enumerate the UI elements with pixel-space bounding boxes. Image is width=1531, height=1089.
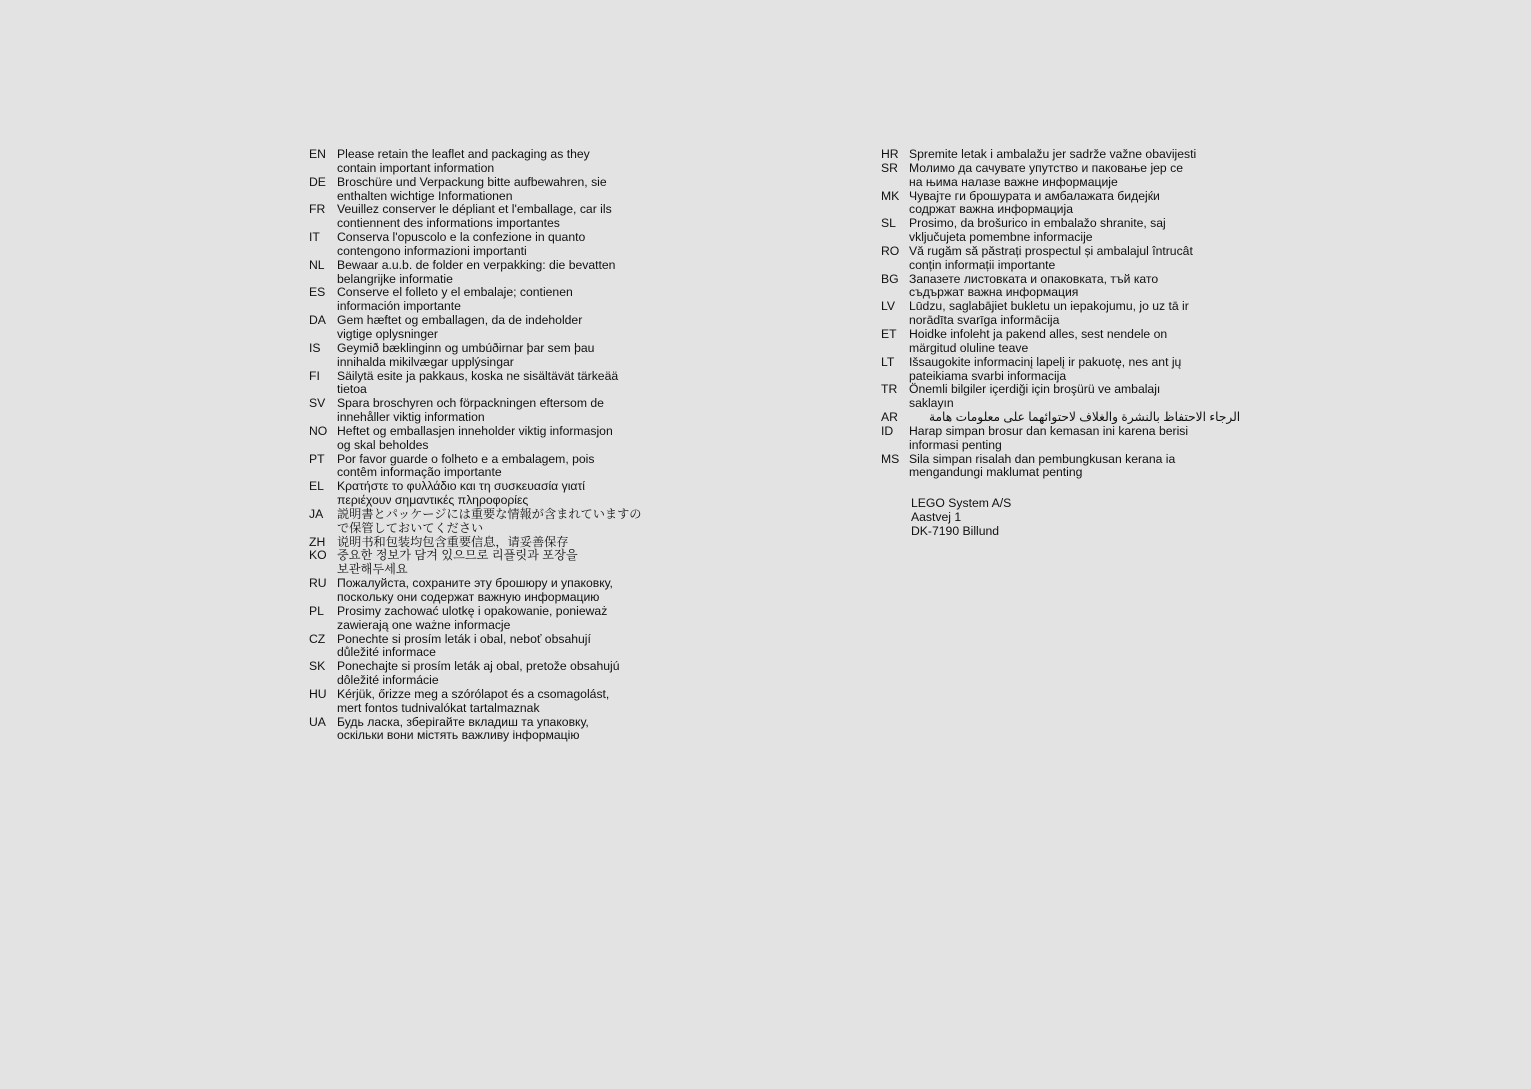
text-line: Broschüre und Verpackung bitte aufbewahren, sie bbox=[337, 174, 607, 189]
text-line: содржат важна информација bbox=[909, 202, 1073, 217]
language-text bbox=[337, 716, 669, 744]
postal-city: DK-7190 Billund bbox=[911, 523, 1000, 538]
language-code: NO bbox=[309, 423, 328, 438]
language-entry-fi bbox=[309, 370, 669, 398]
language-text bbox=[337, 633, 669, 661]
text-line: vključujeta pomembne informacije bbox=[909, 230, 1093, 245]
language-code: BG bbox=[881, 271, 899, 286]
text-line: 说明书和包装均包含重要信息，请妥善保存 bbox=[337, 534, 569, 549]
text-line: περιέχουν σημαντικές πληροφορίες bbox=[337, 493, 529, 508]
language-code: FR bbox=[309, 202, 326, 217]
text-line: contain important information bbox=[337, 160, 495, 175]
text-line: Geymið bæklinginn og umbúðirnar þar sem þau bbox=[337, 340, 595, 355]
language-code: LV bbox=[881, 299, 896, 314]
language-text bbox=[337, 508, 669, 536]
language-entry-is bbox=[309, 342, 669, 370]
language-code: NL bbox=[309, 257, 325, 272]
language-text bbox=[337, 370, 669, 398]
text-line: og skal beholdes bbox=[337, 437, 429, 452]
language-code: UA bbox=[309, 714, 326, 729]
language-entry-ru bbox=[309, 577, 669, 605]
text-line: Please retain the leaflet and packaging as they bbox=[337, 147, 590, 161]
text-line: vigtige oplysninger bbox=[337, 326, 438, 341]
language-entry-ja bbox=[309, 508, 669, 536]
language-code: EN bbox=[309, 147, 326, 161]
language-text bbox=[337, 549, 669, 577]
company-name: LEGO System A/S bbox=[911, 496, 1012, 510]
language-code: SK bbox=[309, 659, 326, 674]
text-line: contengono informazioni importanti bbox=[337, 243, 527, 258]
language-code: MS bbox=[881, 451, 900, 466]
text-line: mengandungi maklumat penting bbox=[909, 465, 1083, 480]
text-line: Hoidke infoleht ja pakend alles, sest nendele on bbox=[909, 326, 1168, 341]
text-line: Spara broschyren och förpackningen eftersom de bbox=[337, 396, 604, 411]
text-line: belangrijke informatie bbox=[337, 271, 453, 286]
language-text bbox=[337, 148, 669, 176]
language-code: PL bbox=[309, 603, 324, 618]
language-text bbox=[337, 660, 669, 688]
language-text bbox=[337, 425, 669, 453]
text-line: innihalda mikilvægar upplýsingar bbox=[337, 354, 514, 369]
language-entry-sl bbox=[881, 217, 1241, 245]
language-text bbox=[337, 176, 669, 204]
language-entry-ms bbox=[881, 453, 1241, 481]
text-line: zawierają one ważne informacje bbox=[337, 617, 511, 632]
language-entry-sk bbox=[309, 660, 669, 688]
text-line: Prosimy zachować ulotkę i opakowanie, ponieważ bbox=[337, 603, 608, 618]
text-line: Harap simpan brosur dan kemasan ini karena berisi bbox=[909, 423, 1189, 438]
text-line: поскольку они содержат важную информацию bbox=[337, 590, 600, 604]
language-entry-hu bbox=[309, 688, 669, 716]
language-entry-lv bbox=[881, 300, 1241, 328]
text-line: Conserva l'opuscolo e la confezione in quanto bbox=[337, 230, 586, 245]
company-address bbox=[911, 497, 1011, 539]
right-language-column bbox=[881, 148, 1241, 480]
language-code: IS bbox=[309, 340, 321, 355]
text-line: Lūdzu, saglabājiet bukletu un iepakojumu, jo uz tā ir bbox=[909, 299, 1189, 314]
text-line: Gem hæftet og emballagen, da de indeholder bbox=[337, 313, 583, 328]
text-line: Spremite letak i ambalažu jer sadrže važne obavijesti bbox=[909, 147, 1197, 161]
language-text bbox=[909, 162, 1241, 190]
language-text bbox=[909, 383, 1241, 411]
language-text bbox=[909, 453, 1241, 481]
language-entry-it bbox=[309, 231, 669, 259]
language-text bbox=[909, 217, 1241, 245]
text-line: оскільки вони містять важливу інформацію bbox=[337, 728, 580, 743]
text-line: Önemli bilgiler içerdiği için broşürü ve ambalajı bbox=[909, 382, 1161, 397]
language-entry-sv bbox=[309, 397, 669, 425]
language-entry-da bbox=[309, 314, 669, 342]
language-code: TR bbox=[881, 382, 898, 397]
text-line: 보관해두세요 bbox=[337, 562, 408, 577]
text-line: norādīta svarīga informācija bbox=[909, 313, 1060, 328]
language-entry-bg bbox=[881, 273, 1241, 301]
text-line: Bewaar a.u.b. de folder en verpakking: die bevatten bbox=[337, 257, 616, 272]
language-code: HU bbox=[309, 686, 327, 701]
language-code: RO bbox=[881, 243, 900, 258]
language-code: SV bbox=[309, 396, 326, 411]
text-line: Κρατήστε το φυλλάδιο και τη συσκευασία γιατί bbox=[337, 479, 585, 494]
language-entry-ko bbox=[309, 549, 669, 577]
text-line: Prosimo, da brošurico in embalažo shranite, saj bbox=[909, 216, 1166, 231]
language-entry-fr bbox=[309, 203, 669, 231]
text-line: Запазете листовката и опаковката, тъй като bbox=[909, 271, 1159, 286]
language-text bbox=[337, 605, 669, 633]
text-line: tietoa bbox=[337, 382, 367, 397]
text-line: dôležité informácie bbox=[337, 673, 439, 688]
language-code: EL bbox=[309, 479, 324, 494]
language-entry-tr bbox=[881, 383, 1241, 411]
language-code: RU bbox=[309, 576, 327, 591]
language-code: ZH bbox=[309, 534, 326, 549]
language-code: AR bbox=[881, 410, 898, 425]
language-code: SL bbox=[881, 216, 896, 231]
text-line: 説明書とパッケージには重要な情報が含まれていますの bbox=[337, 506, 642, 521]
text-line: на њима налазе важне информације bbox=[909, 174, 1118, 189]
language-code: SR bbox=[881, 160, 898, 175]
text-line: で保管しておいてください bbox=[337, 520, 484, 535]
language-text bbox=[909, 328, 1241, 356]
text-line: důležité informace bbox=[337, 645, 436, 660]
text-line: saklayın bbox=[909, 396, 954, 411]
language-entry-pl bbox=[309, 605, 669, 633]
text-line: innehåller viktig information bbox=[337, 410, 485, 425]
text-line: Conserve el folleto y el embalaje; contienen bbox=[337, 285, 573, 300]
text-line: Heftet og emballasjen inneholder viktig informasjon bbox=[337, 423, 613, 438]
language-entry-hr bbox=[881, 148, 1241, 162]
language-text bbox=[337, 259, 669, 287]
language-text bbox=[337, 397, 669, 425]
language-entry-el bbox=[309, 480, 669, 508]
text-line: 중요한 정보가 담겨 있으므로 리플릿과 포장을 bbox=[337, 548, 578, 563]
language-code: FI bbox=[309, 368, 320, 383]
language-text bbox=[337, 453, 669, 481]
language-entry-pt bbox=[309, 453, 669, 481]
language-text bbox=[909, 425, 1241, 453]
language-entry-sr bbox=[881, 162, 1241, 190]
language-code: ET bbox=[881, 326, 897, 341]
text-line: Ponechte si prosím leták i obal, neboť obsahují bbox=[337, 631, 591, 646]
language-code: ID bbox=[881, 423, 894, 438]
language-text bbox=[337, 286, 669, 314]
language-code: JA bbox=[309, 506, 324, 521]
language-text bbox=[909, 190, 1241, 218]
text-line: Пожалуйста, сохраните эту брошюру и упаковку, bbox=[337, 576, 613, 591]
text-line: Por favor guarde o folheto e a embalagem, pois bbox=[337, 451, 595, 466]
language-entry-lt bbox=[881, 356, 1241, 384]
language-text bbox=[337, 231, 669, 259]
language-text bbox=[337, 203, 669, 231]
language-text bbox=[337, 314, 669, 342]
language-code: CZ bbox=[309, 631, 326, 646]
language-code: MK bbox=[881, 188, 900, 203]
text-line: Молимо да сачувате упутство и паковање јер се bbox=[909, 160, 1183, 175]
language-entry-no bbox=[309, 425, 669, 453]
text-line: Чувајте ги брошурата и амбалажата бидејќи bbox=[909, 188, 1160, 203]
text-line: Kérjük, őrizze meg a szórólapot és a csomagolást, bbox=[337, 686, 610, 701]
text-line: Будь ласка, зберігайте вкладиш та упаковку, bbox=[337, 714, 589, 729]
language-entry-cz bbox=[309, 633, 669, 661]
text-line: Vă rugăm să păstrați prospectul și ambalajul întrucât bbox=[909, 243, 1193, 258]
language-text bbox=[337, 480, 669, 508]
language-code: HR bbox=[881, 147, 899, 161]
language-code: IT bbox=[309, 230, 320, 245]
language-entry-ar bbox=[881, 411, 1241, 425]
language-entry-ua bbox=[309, 716, 669, 744]
text-line: mert fontos tudnivalókat tartalmaznak bbox=[337, 700, 540, 715]
language-entry-es bbox=[309, 286, 669, 314]
text-line: enthalten wichtige Informationen bbox=[337, 188, 513, 203]
language-entry-id bbox=[881, 425, 1241, 453]
text-line: contêm informação importante bbox=[337, 465, 502, 480]
text-line: Veuillez conserver le dépliant et l'emballage, car ils bbox=[337, 202, 612, 217]
text-line: pateikiama svarbi informacija bbox=[909, 368, 1067, 383]
language-text bbox=[337, 688, 669, 716]
language-entry-ro bbox=[881, 245, 1241, 273]
language-code: KO bbox=[309, 548, 327, 563]
language-entry-et bbox=[881, 328, 1241, 356]
language-text bbox=[909, 245, 1241, 273]
text-line: contiennent des informations importantes bbox=[337, 216, 560, 231]
left-language-column bbox=[309, 148, 669, 743]
language-text bbox=[909, 300, 1241, 328]
text-line: información importante bbox=[337, 299, 461, 314]
language-code: DE bbox=[309, 174, 326, 189]
language-text bbox=[337, 577, 669, 605]
text-line: Ponechajte si prosím leták aj obal, pretože obsahujú bbox=[337, 659, 620, 674]
language-text bbox=[337, 342, 669, 370]
language-code: ES bbox=[309, 285, 326, 300]
language-text bbox=[909, 411, 1241, 425]
text-line: informasi penting bbox=[909, 437, 1002, 452]
text-line: Išsaugokite informacinį lapelį ir pakuotę, nes ant jų bbox=[909, 354, 1182, 369]
text-line: conțin informații importante bbox=[909, 257, 1056, 272]
text-line: Sila simpan risalah dan pembungkusan kerana ia bbox=[909, 451, 1176, 466]
text-line: Säilytä esite ja pakkaus, koska ne sisältävät tärkeää bbox=[337, 368, 619, 383]
language-code: DA bbox=[309, 313, 326, 328]
language-code: LT bbox=[881, 354, 895, 369]
language-code: PT bbox=[309, 451, 325, 466]
street-address: Aastvej 1 bbox=[911, 509, 962, 524]
language-entry-mk bbox=[881, 190, 1241, 218]
language-text bbox=[909, 148, 1241, 162]
language-text bbox=[909, 273, 1241, 301]
text-line: märgitud oluline teave bbox=[909, 340, 1029, 355]
language-text bbox=[909, 356, 1241, 384]
language-entry-nl bbox=[309, 259, 669, 287]
language-entry-en bbox=[309, 148, 669, 176]
language-entry-de bbox=[309, 176, 669, 204]
text-line: съдържат важна информация bbox=[909, 285, 1079, 300]
text-line: الرجاء الاحتفاظ بالنشرة والغلاف لاحتوائهما على معلومات هامة bbox=[929, 410, 1241, 425]
